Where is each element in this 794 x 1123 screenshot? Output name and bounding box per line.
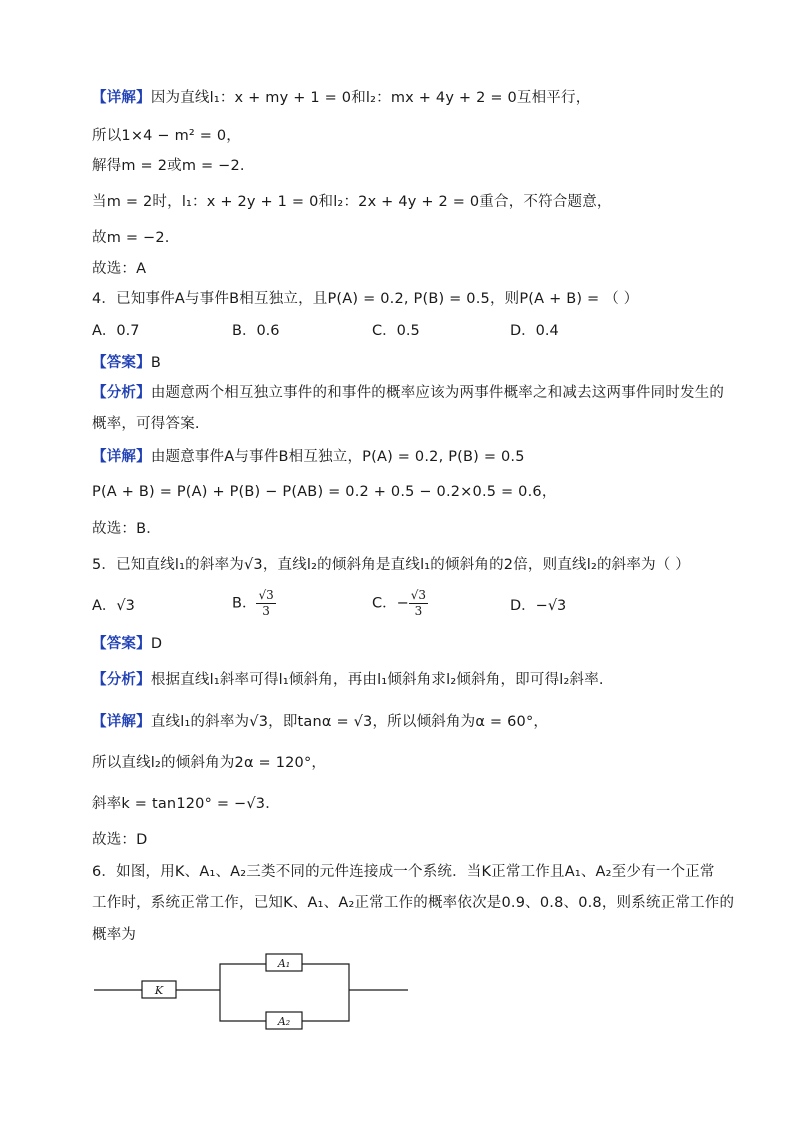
q4-option-b: B．0.6 bbox=[232, 323, 280, 339]
q3-detail-line bbox=[92, 88, 590, 108]
fraction-numerator: √3 bbox=[258, 588, 274, 602]
q4-analysis-text: 由题意两个相互独立事件的和事件的概率应该为两事件概率之和减去这两事件同时发生的 bbox=[150, 385, 725, 401]
q4-answer-line bbox=[92, 353, 161, 373]
q5-option-b-fraction bbox=[256, 588, 275, 619]
wire-upper-left bbox=[220, 964, 266, 990]
component-k-label: K bbox=[154, 984, 164, 997]
q5-choice: 故选：D bbox=[92, 832, 148, 848]
component-a1-label: A₁ bbox=[277, 957, 291, 970]
q4-detail-text: 由题意事件A与事件B相互独立，P(A) = 0.2, P(B) = 0.5 bbox=[150, 449, 525, 465]
q4-option-c: C．0.5 bbox=[372, 323, 420, 339]
q5-option-b bbox=[232, 588, 276, 619]
q5-question: 5．已知直线l₁的斜率为√3，直线l₂的倾斜角是直线l₁的倾斜角的2倍，则直线l₂的斜率为（ ） bbox=[92, 557, 690, 573]
q5-analysis-line bbox=[92, 670, 604, 690]
q5-detail-text: 直线l₁的斜率为√3，即tanα = √3，所以倾斜角为α = 60°， bbox=[150, 714, 549, 730]
q3-step-4: 故m = −2. bbox=[92, 230, 170, 246]
q4-detail-line bbox=[92, 447, 525, 467]
q4-answer: B bbox=[150, 355, 161, 371]
q3-choice: 故选：A bbox=[92, 261, 147, 277]
analysis-tag: 【分析】 bbox=[92, 672, 151, 688]
q5-step-1: 所以直线l₂的倾斜角为2α = 120°， bbox=[92, 755, 327, 771]
q3-step-2: 解得m = 2或m = −2. bbox=[92, 158, 245, 174]
wire-lower-left bbox=[220, 990, 266, 1021]
q4-question: 4．已知事件A与事件B相互独立，且P(A) = 0.2, P(B) = 0.5，则P(A + B) = （ ） bbox=[92, 291, 639, 307]
q6-question-line-1: 6．如图，用K、A₁、A₂三类不同的元件连接成一个系统．当K正常工作且A₁、A₂至少有一个正常 bbox=[92, 864, 715, 880]
detail-tag: 【详解】 bbox=[92, 449, 151, 465]
q5-detail-line bbox=[92, 712, 548, 732]
circuit-diagram bbox=[94, 948, 414, 1038]
q5-option-c-fraction bbox=[409, 588, 428, 619]
q4-option-d: D．0.4 bbox=[510, 323, 559, 339]
q5-option-c bbox=[372, 588, 428, 619]
q5-analysis-text: 根据直线l₁斜率可得l₁倾斜角，再由l₁倾斜角求l₂倾斜角，即可得l₂斜率. bbox=[150, 672, 604, 688]
answer-tag: 【答案】 bbox=[92, 355, 151, 371]
fraction-numerator: √3 bbox=[410, 588, 427, 602]
component-a2-label: A₂ bbox=[277, 1015, 291, 1028]
q3-detail-text: 因为直线l₁：x + my + 1 = 0和l₂：mx + 4y + 2 = 0互相平行， bbox=[150, 90, 591, 106]
wire-lower-right bbox=[302, 990, 349, 1021]
q5-option-b-label: B． bbox=[232, 595, 257, 612]
q4-choice: 故选：B． bbox=[92, 521, 161, 537]
answer-tag: 【答案】 bbox=[92, 636, 151, 652]
q4-analysis-cont: 概率，可得答案. bbox=[92, 416, 200, 432]
q6-question-line-3: 概率为 bbox=[92, 927, 137, 943]
q5-answer-line bbox=[92, 634, 162, 654]
q4-formula: P(A + B) = P(A) + P(B) − P(AB) = 0.2 + 0.5 − 0.2×0.5 = 0.6， bbox=[92, 484, 557, 500]
analysis-tag: 【分析】 bbox=[92, 385, 151, 401]
q4-analysis-line bbox=[92, 383, 724, 403]
q5-answer: D bbox=[150, 636, 163, 652]
q4-option-a: A．0.7 bbox=[92, 323, 140, 339]
wire-upper-right bbox=[302, 964, 349, 990]
fraction-denominator: 3 bbox=[414, 604, 423, 618]
detail-tag: 【详解】 bbox=[92, 714, 151, 730]
q5-option-d: D．−√3 bbox=[510, 598, 567, 614]
q3-step-3: 当m = 2时，l₁：x + 2y + 1 = 0和l₂：2x + 4y + 2 = 0重合，不符合题意， bbox=[92, 194, 612, 210]
q6-question-line-2: 工作时，系统正常工作，已知K、A₁、A₂正常工作的概率依次是0.9、0.8、0.8，则系统正常工作的 bbox=[92, 895, 735, 911]
detail-tag: 【详解】 bbox=[92, 90, 151, 106]
q5-option-a: A．√3 bbox=[92, 598, 135, 614]
q5-option-c-label: C．− bbox=[372, 595, 409, 612]
q3-step-1: 所以1×4 − m² = 0， bbox=[92, 128, 241, 144]
q5-step-2: 斜率k = tan120° = −√3． bbox=[92, 796, 280, 812]
fraction-denominator: 3 bbox=[262, 604, 270, 618]
